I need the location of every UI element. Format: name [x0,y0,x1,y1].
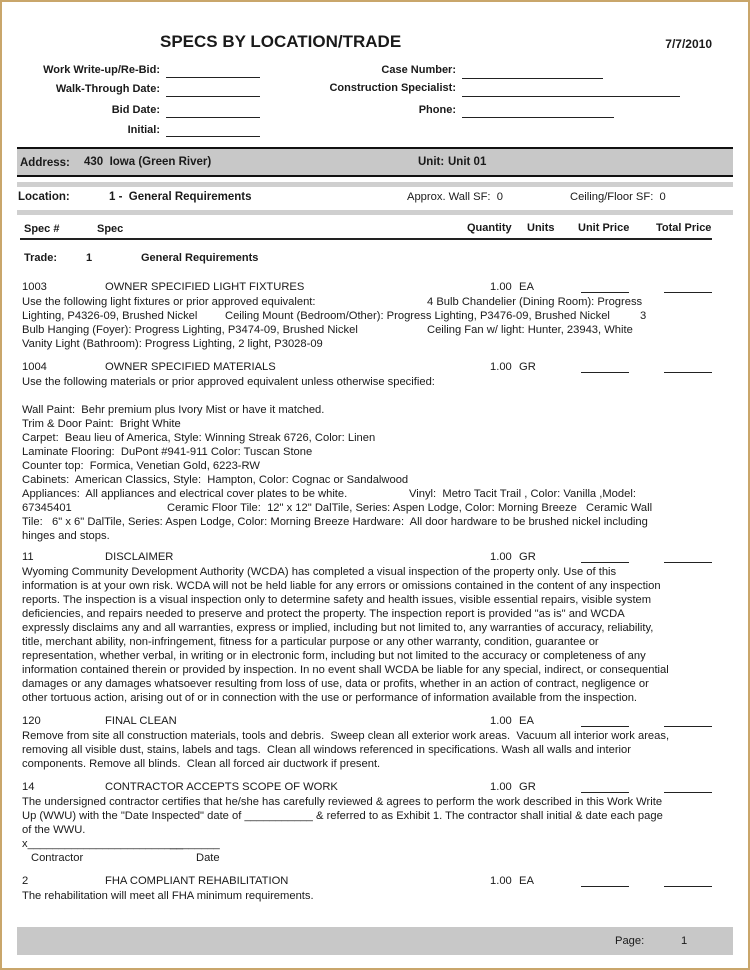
spec-description-line: Tile: 6" x 6" DalTile, Series: Aspen Lodge, Color: Morning Breeze Hardware: All door hardware to be brushed nickel including [22,516,648,528]
spec-number: 1003 [22,281,47,293]
trade-name: General Requirements [141,252,259,264]
spec-description-line: Appliances: All appliances and electrical cover plates to be white. [22,488,348,500]
spec-description-line: Contractor [31,852,84,864]
spec-number: 2 [22,875,29,887]
spec-description-line: of the WWU. [22,824,86,836]
spec-description-line: Bulb Hanging (Foyer): Progress Lighting, P3474-09, Brushed Nickel [22,324,358,336]
walkthrough-date-field[interactable] [166,96,260,97]
spec-description-line: The rehabilitation will meet all FHA minimum requirements. [22,890,314,902]
spec-number: 120 [22,715,41,727]
spec-description-line: damages or any damages whatsoever resulting from loss of use, data or profits, whether in an action of contract, negligence or [22,678,649,690]
spec-name: DISCLAIMER [105,551,174,563]
spec-quantity: 1.00 [490,281,512,293]
spec-description-line: Use the following light fixtures or prior approved equivalent: [22,296,316,308]
total-price-field[interactable] [664,372,712,373]
spec-description-line: expressly disclaims any and all warranties, express or implied, including but not limited to, any warranties of accuracy, reliability, [22,622,654,634]
unit-label: Unit: [418,156,445,168]
spec-number: 14 [22,781,35,793]
trade-label: Trade: [24,252,58,264]
spec-description-line: x_________________________ [22,838,184,850]
location-value: 1 - General Requirements [109,191,252,203]
initial-field[interactable] [166,136,260,137]
spec-description-line: removing all visible dust, stains, labels and tags. Clean all windows referenced in specifications. Wash all walls and interior [22,744,631,756]
spec-description-line: Up (WWU) with the "Date Inspected" date of ___________ & referred to as Exhibit 1. The contractor shall initial & date each page [22,810,663,822]
spec-units: EA [519,875,534,887]
spec-name: FHA COMPLIANT REHABILITATION [105,875,289,887]
construction-specialist-field[interactable] [462,96,680,97]
spec-description-line: deficiencies, and repairs needed to preserve and protect the property. The inspection report is provided "as is" and WCDA [22,608,625,620]
bid-date-field[interactable] [166,117,260,118]
spec-quantity: 1.00 [490,361,512,373]
total-price-field[interactable] [664,886,712,887]
spec-name: FINAL CLEAN [105,715,177,727]
divider [17,182,733,187]
spec-description-line: Laminate Flooring: DuPont #941-911 Color: Tuscan Stone [22,446,313,458]
spec-description-line: representation, whether verbal, in writing or in electronic form, including but not limited to the accuracy or completeness of any [22,650,646,662]
spec-description-line: components. Remove all blinds. Clean all forced air ductwork if present. [22,758,381,770]
spec-quantity: 1.00 [490,551,512,563]
unit-price-field[interactable] [581,792,629,793]
ceiling-floor-sf: Ceiling/Floor SF: 0 [570,191,666,203]
initial-label: Initial: [127,124,160,136]
spec-description-line: ________ [170,838,220,850]
spec-description-line: 3 [640,310,647,322]
col-unit-price: Unit Price [578,222,630,234]
spec-units: EA [519,281,534,293]
page-number: 1 [681,935,688,947]
spec-description-line: Ceiling Fan w/ light: Hunter, 23943, White [427,324,633,336]
spec-description-line: The undersigned contractor certifies that he/she has carefully reviewed & agrees to perform the work described in this Work Write [22,796,663,808]
work-writeup-field[interactable] [166,77,260,78]
work-writeup-label: Work Write-up/Re-Bid: [43,64,160,76]
spec-quantity: 1.00 [490,781,512,793]
report-date: 7/7/2010 [665,37,712,51]
page-title: SPECS BY LOCATION/TRADE [160,32,402,51]
address-label: Address: [20,157,70,169]
spec-description-line: information contained therein or provided by inspection. In no event shall WCDA be liable for any special, indirect, or consequential [22,664,669,676]
phone-label: Phone: [418,104,456,116]
spec-description-line: reports. The inspection is a visual inspection only to determine safety and health issues, visible essential repairs, visible system [22,594,652,606]
phone-field[interactable] [462,117,614,118]
divider [17,175,733,177]
unit-price-field[interactable] [581,726,629,727]
bid-date-label: Bid Date: [111,104,160,116]
total-price-field[interactable] [664,792,712,793]
spec-description-line: Remove from site all construction materials, tools and debris. Sweep clean all exterior work areas. Vacuum all interior work areas, [22,730,670,742]
unit-price-field[interactable] [581,372,629,373]
col-total-price: Total Price [656,222,712,234]
spec-description-line: Ceramic Wall [586,502,653,514]
spec-quantity: 1.00 [490,875,512,887]
divider [17,210,733,215]
total-price-field[interactable] [664,562,712,563]
spec-description-line: title, merchant ability, non-infringement, fitness for a particular purpose or any other warranty, condition, guarantee or [22,636,599,648]
spec-description-line: Carpet: Beau lieu of America, Style: Winning Streak 6726, Color: Linen [22,432,376,444]
trade-number: 1 [86,252,93,264]
spec-description-line: Date [196,852,220,864]
spec-units: GR [519,361,536,373]
spec-description-line: 67345401 [22,502,72,514]
total-price-field[interactable] [664,292,712,293]
unit-value: Unit 01 [448,156,487,168]
spec-description-line: Use the following materials or prior approved equivalent unless otherwise specified: [22,376,435,388]
spec-units: GR [519,551,536,563]
spec-description-line: Trim & Door Paint: Bright White [22,418,181,430]
construction-specialist-label: Construction Specialist: [329,82,456,94]
unit-price-field[interactable] [581,562,629,563]
location-label: Location: [18,191,70,203]
spec-number: 1004 [22,361,47,373]
spec-quantity: 1.00 [490,715,512,727]
spec-description-line: Wall Paint: Behr premium plus Ivory Mist or have it matched. [22,404,325,416]
spec-description-line: Cabinets: American Classics, Style: Hampton, Color: Cognac or Sandalwood [22,474,409,486]
case-number-field[interactable] [462,78,603,79]
unit-price-field[interactable] [581,292,629,293]
spec-description-line: other tortuous action, arising out of or in connection with the use or performance of information available from the inspection. [22,692,638,704]
walkthrough-date-label: Walk-Through Date: [55,83,160,95]
spec-units: GR [519,781,536,793]
col-quantity: Quantity [467,222,512,234]
spec-description-line: Counter top: Formica, Venetian Gold, 6223-RW [22,460,260,472]
spec-description-line: Ceramic Floor Tile: 12" x 12" DalTile, Series: Aspen Lodge, Color: Morning Breeze [167,502,577,514]
total-price-field[interactable] [664,726,712,727]
unit-price-field[interactable] [581,886,629,887]
spec-description-line: Wyoming Community Development Authority (WCDA) has completed a visual inspection of the property only. Use of this [22,566,617,578]
col-spec-no: Spec # [24,223,60,235]
spec-description-line: Vinyl: Metro Tacit Trail , Color: Vanilla ,Model: [409,488,636,500]
spec-description-line: Lighting, P4326-09, Brushed Nickel [22,310,198,322]
col-units: Units [527,222,555,234]
spec-number: 11 [22,551,34,563]
spec-units: EA [519,715,534,727]
spec-description-line: Vanity Light (Bathroom): Progress Lighting, 2 light, P3028-09 [22,338,323,350]
spec-description-line: hinges and stops. [22,530,110,542]
header-underline [20,238,712,240]
spec-name: CONTRACTOR ACCEPTS SCOPE OF WORK [105,781,338,793]
spec-name: OWNER SPECIFIED LIGHT FIXTURES [105,281,305,293]
spec-name: OWNER SPECIFIED MATERIALS [105,361,276,373]
page-label: Page: [615,935,645,947]
col-spec: Spec [97,223,124,235]
address-value: 430 Iowa (Green River) [84,156,212,168]
case-number-label: Case Number: [381,64,456,76]
wall-sf: Approx. Wall SF: 0 [407,191,503,203]
spec-description-line: 4 Bulb Chandelier (Dining Room): Progress [427,296,643,308]
spec-description-line: information is at your own risk. WCDA will not be held liable for any errors or omissions contained in the content of any inspection [22,580,661,592]
spec-description-line: Ceiling Mount (Bedroom/Other): Progress Lighting, P3476-09, Brushed Nickel [225,310,610,322]
